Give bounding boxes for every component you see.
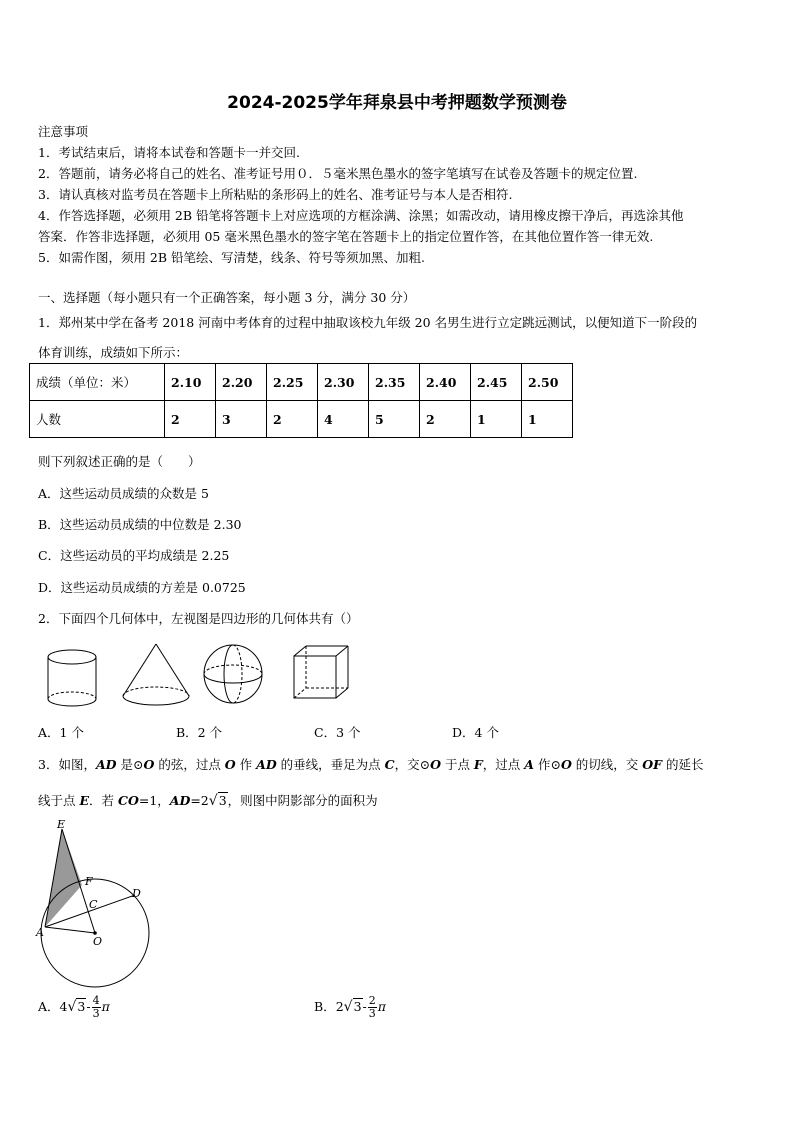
table-row [30, 401, 573, 438]
sphere-figure [204, 645, 262, 703]
table-cell: 2.35 [369, 364, 420, 401]
q3-option-a: A．4√3- $\frac{4}{3}$ π [38, 994, 110, 1020]
q2-option-b: B．2 个 [176, 725, 223, 740]
note-item: 1．考试结束后，请将本试卷和答题卡一并交回. [38, 145, 300, 160]
q3-stem-line2: 线于点 E．若 CO=1，AD=2√3，则图中阴影部分的面积为 [38, 793, 378, 809]
note-item: 答案．作答非选择题，必须用 05 毫米黑色墨水的签字笔在答题卡上的指定位置作答，在其他位置作答一律无效. [38, 229, 654, 244]
q3-stem-line1: 3．如图，AD 是⊙O 的弦，过点 O 作 AD 的垂线，垂足为点 C，交⊙O 于点 F，过点 A 作⊙O 的切线，交 OF 的延长 [38, 757, 704, 772]
table-cell: 2 [267, 401, 318, 438]
note-item: 5．如需作图，须用 2B 铅笔绘、写清楚，线条、符号等须加黑、加粗. [38, 250, 426, 265]
table-cell: 2.45 [471, 364, 522, 401]
table-cell: 2.10 [165, 364, 216, 401]
notes-heading: 注意事项 [38, 124, 89, 139]
q2-option-c: C．3 个 [314, 725, 361, 740]
q3-circle-figure [30, 815, 160, 995]
q1-prompt: 则下列叙述正确的是（ ） [38, 454, 201, 469]
table-cell: 2 [165, 401, 216, 438]
shaded-region [45, 829, 82, 927]
label-c: C [89, 898, 98, 911]
label-a: A [36, 926, 44, 939]
page-title: 2024-2025学年拜泉县中考押题数学预测卷 [227, 93, 567, 113]
table-cell: 2 [420, 401, 471, 438]
table-cell: 2.30 [318, 364, 369, 401]
table-cell: 3 [216, 401, 267, 438]
q2-option-d: D．4 个 [452, 725, 499, 740]
q1-option-c: C．这些运动员的平均成绩是 2.25 [38, 548, 230, 563]
table-header-cell: 人数 [30, 401, 165, 438]
cylinder-figure [48, 650, 96, 706]
table-row [30, 364, 573, 401]
section-heading: 一、选择题（每小题只有一个正确答案，每小题 3 分，满分 30 分） [38, 290, 416, 305]
cube-figure [294, 646, 348, 698]
note-item: 2．答题前，请务必将自己的姓名、准考证号用０．５毫米黑色墨水的签字笔填写在试卷及答题卡的规定位置. [38, 166, 638, 181]
table-cell: 1 [471, 401, 522, 438]
label-o: O [93, 935, 103, 948]
note-item: 3．请认真核对监考员在答题卡上所粘贴的条形码上的姓名、准考证号与本人是否相符. [38, 187, 513, 202]
q2-stem: 2．下面四个几何体中，左视图是四边形的几何体共有（） [38, 611, 359, 626]
label-e: E [57, 818, 66, 831]
q3-option-b: B．2√3- $\frac{2}{3}$ π [314, 994, 386, 1020]
cone-figure [123, 644, 189, 705]
table-cell: 2.40 [420, 364, 471, 401]
table-cell: 5 [369, 401, 420, 438]
q1-stem-line2: 体育训练，成绩如下所示： [38, 345, 189, 360]
q1-option-d: D．这些运动员成绩的方差是 0.0725 [38, 580, 246, 595]
table-cell: 2.25 [267, 364, 318, 401]
table-cell: 2.20 [216, 364, 267, 401]
q1-stem-line1: 1．郑州某中学在备考 2018 河南中考体育的过程中抽取该校九年级 20 名男生进行立定跳远测试，以便知道下一阶段的 [38, 315, 698, 330]
table-header-cell: 成绩（单位：米） [30, 364, 165, 401]
label-f: F [85, 875, 93, 888]
scores-table [29, 363, 573, 438]
note-item: 4．作答选择题，必须用 2B 铅笔将答题卡上对应选项的方框涂满、涂黑；如需改动，请用橡皮擦干净后，再选涂其他 [38, 208, 684, 223]
q1-option-a: A．这些运动员成绩的众数是 5 [38, 486, 209, 501]
table-cell: 4 [318, 401, 369, 438]
q1-option-b: B．这些运动员成绩的中位数是 2.30 [38, 517, 242, 532]
q2-solids-figure [40, 640, 370, 712]
table-cell: 1 [522, 401, 573, 438]
label-d: D [132, 887, 141, 900]
table-cell: 2.50 [522, 364, 573, 401]
q2-option-a: A．1 个 [38, 725, 84, 740]
